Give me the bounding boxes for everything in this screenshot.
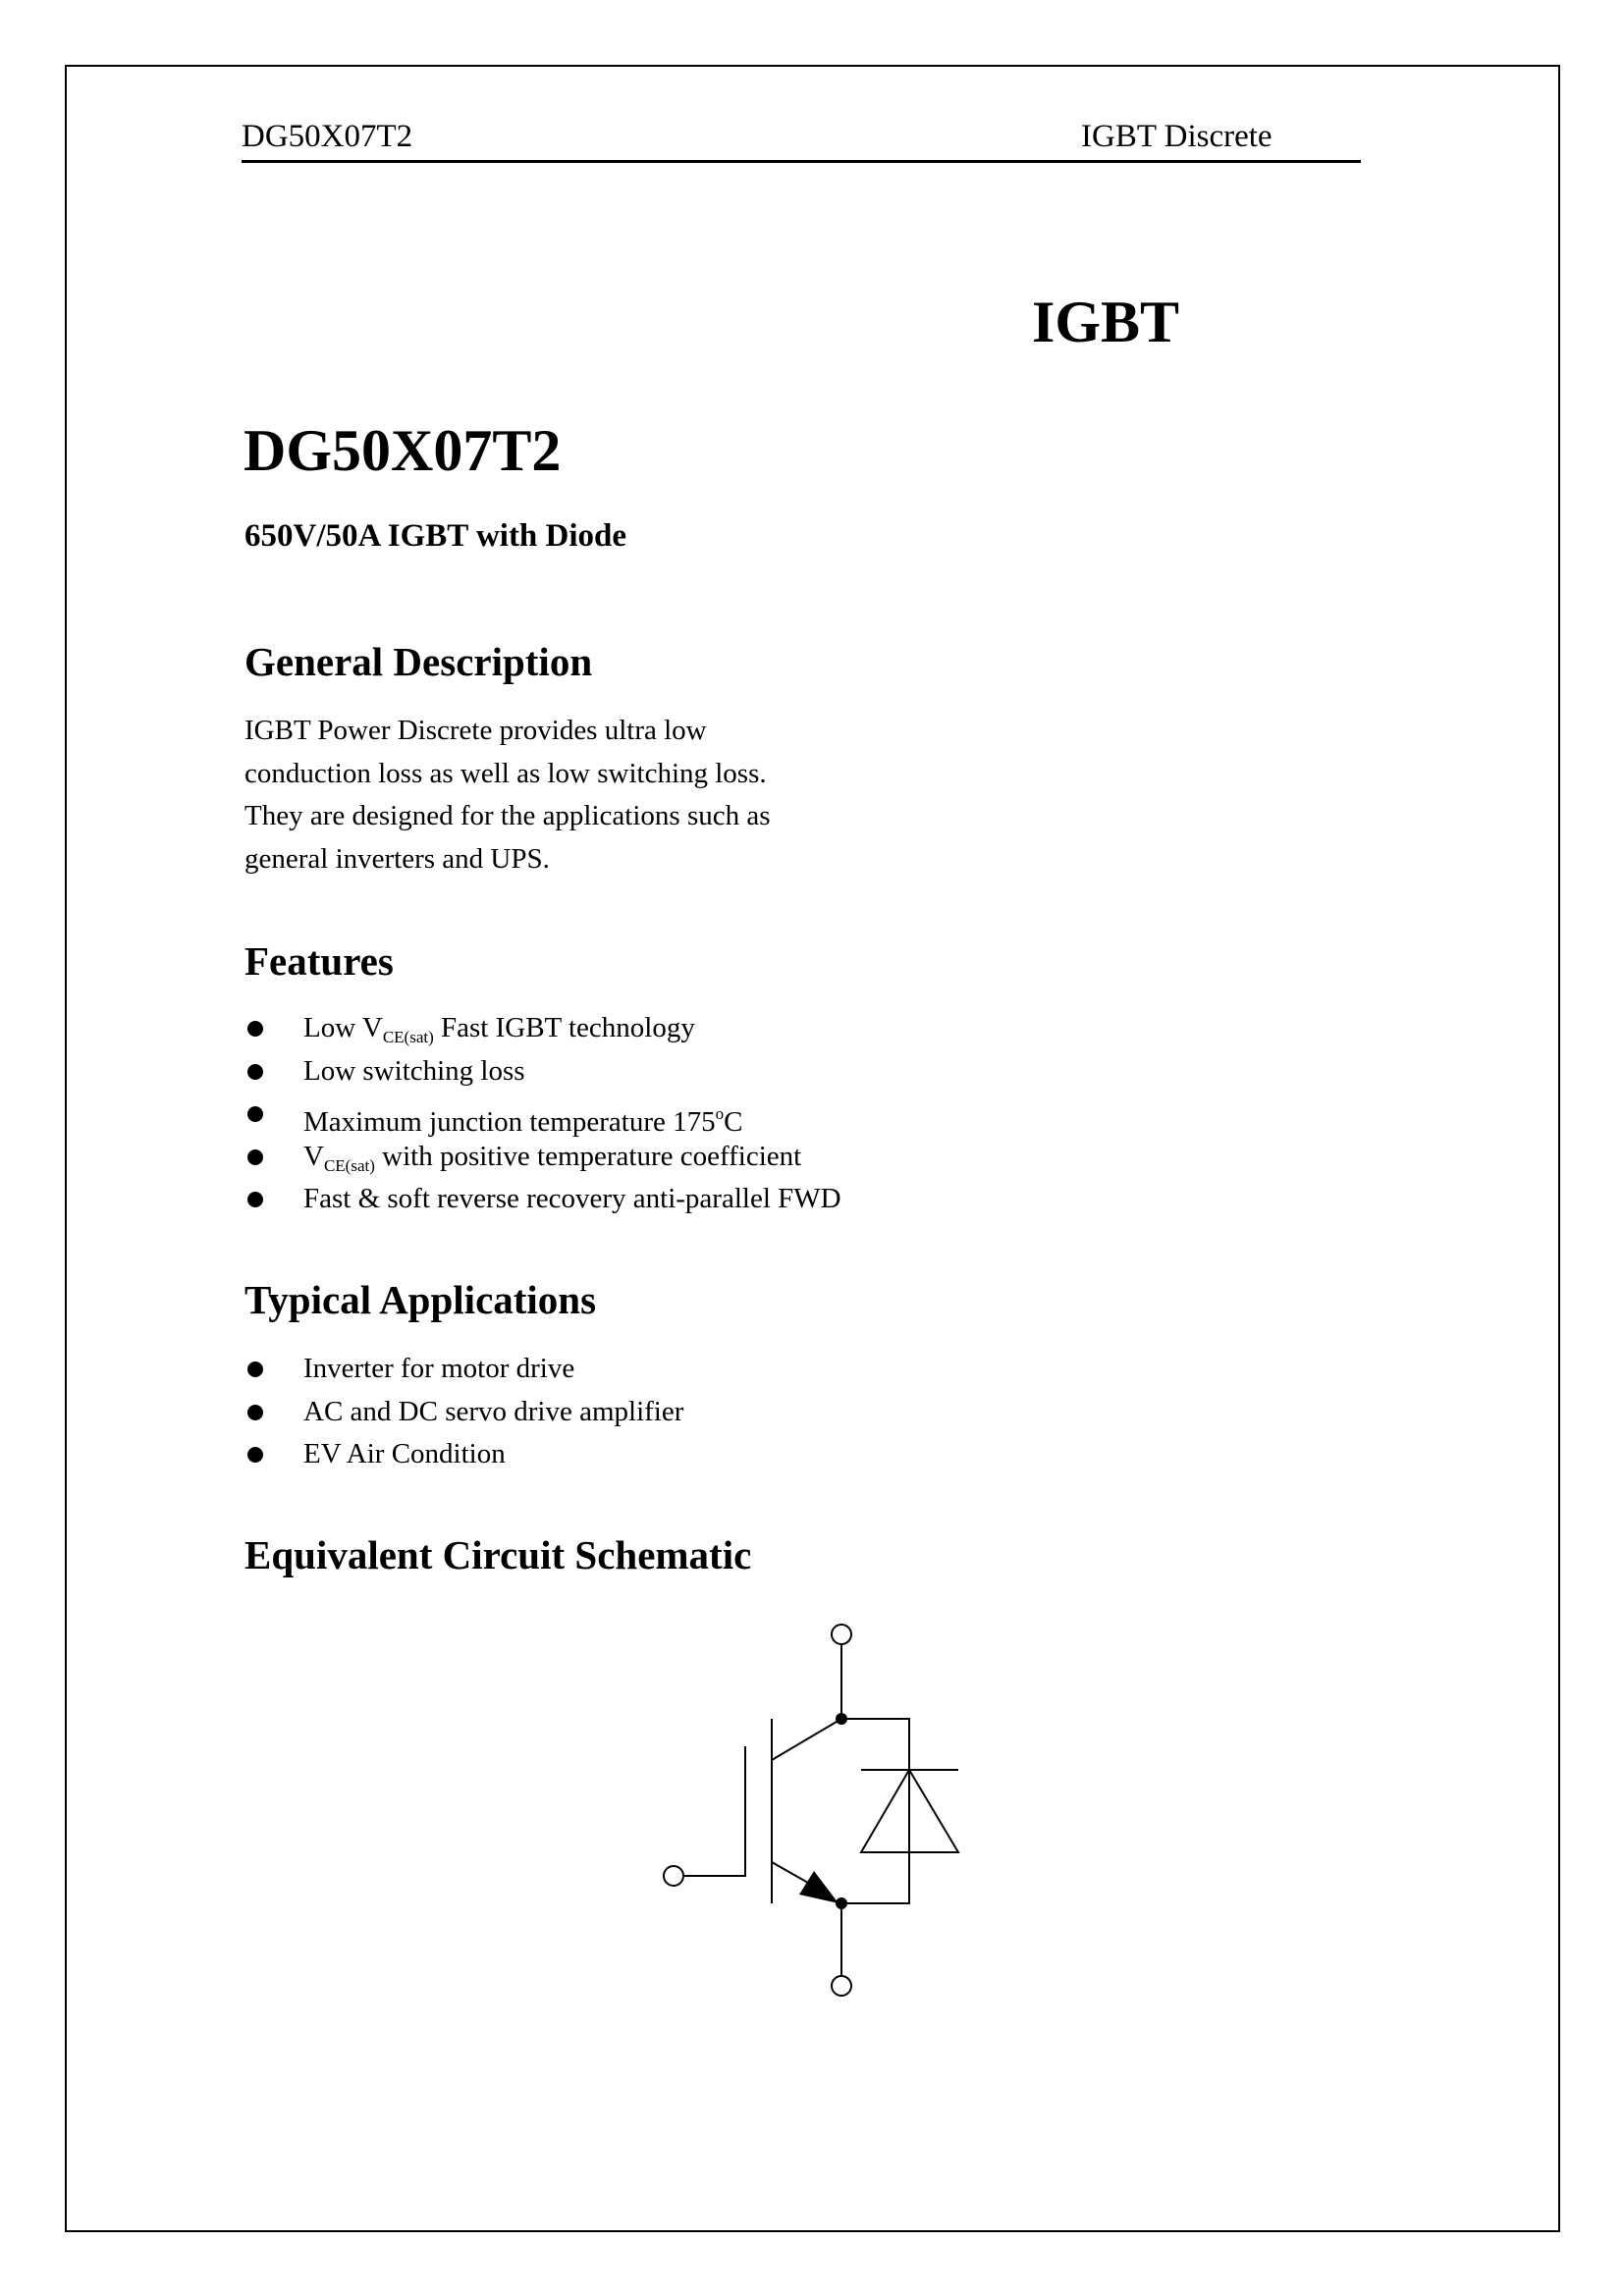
features-heading: Features	[244, 938, 394, 984]
description-line: general inverters and UPS.	[244, 842, 550, 875]
feature-item: Fast & soft reverse recovery anti-parallel FWD	[247, 1178, 841, 1221]
feature-item: Low switching loss	[247, 1050, 841, 1094]
feature-item: $V_{CE(sat)}$ with positive temperature coefficient	[247, 1136, 841, 1179]
header-part-number: DG50X07T2	[242, 119, 413, 154]
header-category: IGBT Discrete	[1081, 119, 1272, 154]
junction-dot-icon	[836, 1713, 847, 1725]
description-line: IGBT Power Discrete provides ultra low	[244, 715, 707, 746]
application-item: EV Air Condition	[247, 1433, 683, 1476]
feature-item: Maximum junction temperature 175$^o$C	[247, 1093, 841, 1136]
device-subtitle: 650V/50A IGBT with Diode	[244, 518, 627, 554]
emitter-terminal-icon	[832, 1976, 851, 1996]
gate-terminal-icon	[664, 1866, 683, 1886]
description-line: conduction loss as well as low switching loss.	[244, 757, 767, 789]
schematic-heading: Equivalent Circuit Schematic	[244, 1532, 752, 1577]
application-item: Inverter for motor drive	[247, 1348, 683, 1391]
emitter-arrow-icon	[799, 1871, 839, 1903]
feature-item: Low $V_{CE(sat)}$ Fast IGBT technology	[247, 1007, 841, 1050]
device-type-title: IGBT	[1032, 290, 1180, 354]
junction-dot-icon	[836, 1897, 847, 1909]
applications-heading: Typical Applications	[244, 1277, 597, 1322]
general-description-heading: General Description	[244, 639, 593, 684]
part-number-title: DG50X07T2	[244, 418, 562, 483]
description-line: They are designed for the applications such as	[244, 800, 771, 831]
application-item: AC and DC servo drive amplifier	[247, 1391, 683, 1434]
collector-terminal-icon	[832, 1625, 851, 1644]
